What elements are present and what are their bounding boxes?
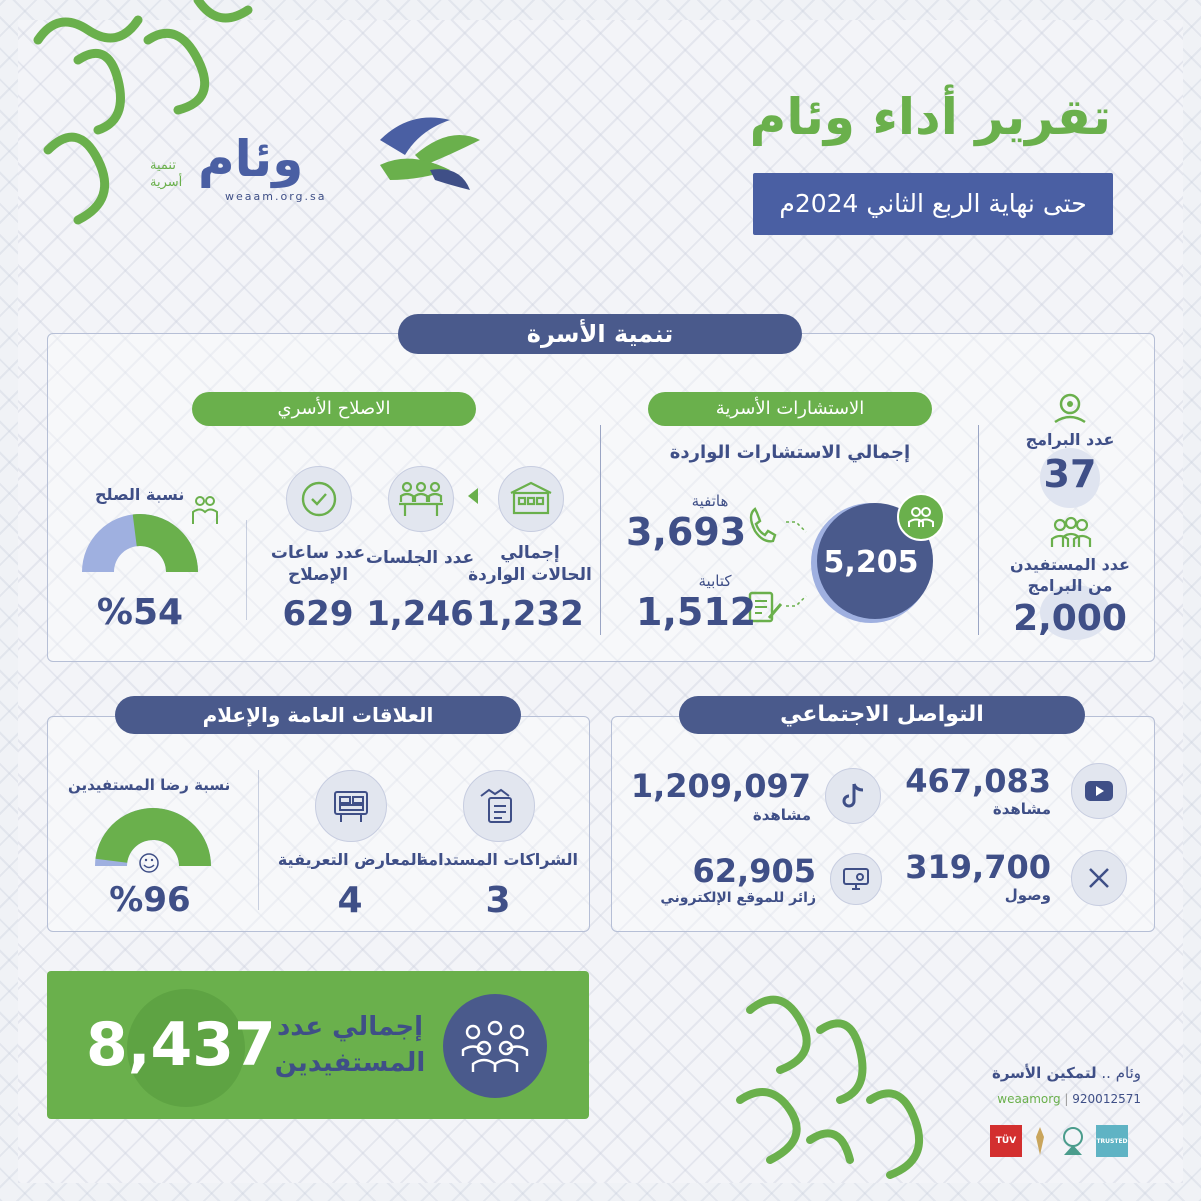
award-badge-icon <box>1030 1125 1050 1157</box>
cases-arrow-icon <box>468 488 478 504</box>
reconcile-label: نسبة الصلح <box>95 485 185 504</box>
exhibitions-label: المعارض التعريفية <box>277 850 423 869</box>
sessions-value: 1,246 <box>366 594 474 634</box>
weaam-logo <box>150 110 480 210</box>
cases-value: 1,232 <box>476 594 584 634</box>
programs-gear-icon <box>1050 388 1090 428</box>
tiktok-value: 1,209,097 <box>630 767 811 805</box>
beneficiaries-label-1: عدد المستفيدن <box>1010 555 1130 574</box>
divider-left <box>246 520 247 620</box>
partnerships-label: الشراكات المستدامة <box>418 850 578 869</box>
footer-contact: weaamorg | 920012571 <box>997 1092 1141 1106</box>
written-connector <box>784 590 810 610</box>
total-value: 8,437 <box>86 1010 276 1080</box>
footer-handle: weaamorg <box>997 1092 1061 1106</box>
footer-slogan-brand: وئام .. <box>1101 1064 1141 1082</box>
exhibitions-value: 4 <box>337 880 363 921</box>
satisfaction-label: نسبة رضا المستفيدين <box>68 776 231 794</box>
decor-pattern-bottom <box>720 990 940 1190</box>
consultations-people-icon <box>897 493 945 541</box>
written-label: كتابية <box>698 572 732 590</box>
phone-label: هاتفية <box>691 492 729 510</box>
phone-value: 3,693 <box>626 510 747 554</box>
website-value: 62,905 <box>692 852 816 890</box>
report-subtitle-ribbon: حتى نهاية الربع الثاني 2024م <box>753 173 1113 235</box>
hours-value: 629 <box>282 594 354 634</box>
divider-pr <box>258 770 259 910</box>
sessions-meeting-icon <box>388 466 454 532</box>
logo-tagline-1: تنمية <box>150 158 176 173</box>
divider-right <box>978 425 979 635</box>
footer-slogan <box>992 1064 1141 1082</box>
smile-icon <box>138 852 160 874</box>
beneficiaries-label-2: من البرامج <box>1027 576 1113 595</box>
footer-badges <box>990 1125 1140 1157</box>
logo-domain: weaam.org.sa <box>225 190 327 203</box>
sessions-label: عدد الجلسات <box>365 548 475 568</box>
hours-label-1: عدد ساعات <box>270 543 366 563</box>
total-people-icon <box>443 994 547 1098</box>
report-title: تقرير أداء وئام <box>749 88 1111 146</box>
divider-middle <box>600 425 601 635</box>
reconcile-value: %54 <box>96 592 184 633</box>
total-label-1: إجمالي عدد <box>276 1012 424 1042</box>
consultations-title: الاستشارات الأسرية <box>648 392 932 426</box>
website-label: زائر للموقع الإلكتروني <box>660 890 816 906</box>
footer-phone: 920012571 <box>1072 1092 1141 1106</box>
programs-label: عدد البرامج <box>1025 430 1115 449</box>
total-label-2: المستفيدين <box>274 1048 426 1078</box>
x-label: وصول <box>1004 886 1051 904</box>
tuv-badge: TÜV <box>990 1125 1022 1157</box>
tiktok-icon <box>825 768 881 824</box>
cases-label-1: إجمالي <box>500 543 560 563</box>
exhibitions-icon <box>315 770 387 842</box>
footer-slogan-text: لتمكين الأسرة <box>991 1064 1097 1082</box>
reconcile-gauge <box>80 512 200 576</box>
website-icon <box>830 853 882 905</box>
youtube-icon <box>1071 763 1127 819</box>
hours-label-2: الإصلاح <box>287 565 349 585</box>
phone-connector <box>784 518 810 538</box>
partnerships-value: 3 <box>485 880 511 921</box>
certification-badge-icon <box>1058 1125 1088 1157</box>
consultations-total-label: إجمالي الاستشارات الواردة <box>669 442 911 463</box>
trusted-badge: TRUSTED <box>1096 1125 1128 1157</box>
youtube-label: مشاهدة <box>992 800 1051 818</box>
hours-clock-icon <box>286 466 352 532</box>
pr-title: العلاقات العامة والإعلام <box>115 696 521 734</box>
reform-title: الاصلاح الأسري <box>192 392 476 426</box>
beneficiaries-value: 2,000 <box>1013 598 1127 639</box>
x-value: 319,700 <box>905 848 1051 886</box>
cases-building-icon <box>498 466 564 532</box>
consultations-total-value: 5,205 <box>823 545 919 580</box>
partnerships-handshake-icon <box>463 770 535 842</box>
written-value: 1,512 <box>636 590 757 634</box>
satisfaction-value: %96 <box>109 880 191 920</box>
x-icon <box>1071 850 1127 906</box>
logo-tagline-2: أسرية <box>150 175 183 190</box>
cases-label-2: الحالات الواردة <box>468 565 592 585</box>
social-title: التواصل الاجتماعي <box>679 696 1085 734</box>
logo-wordmark: وئام <box>198 130 304 188</box>
phone-icon <box>745 505 785 545</box>
programs-value: 37 <box>1043 452 1097 496</box>
tiktok-label: مشاهدة <box>752 806 811 824</box>
youtube-value: 467,083 <box>905 762 1051 800</box>
beneficiaries-group-icon <box>1048 515 1094 551</box>
family-development-title: تنمية الأسرة <box>398 314 802 354</box>
